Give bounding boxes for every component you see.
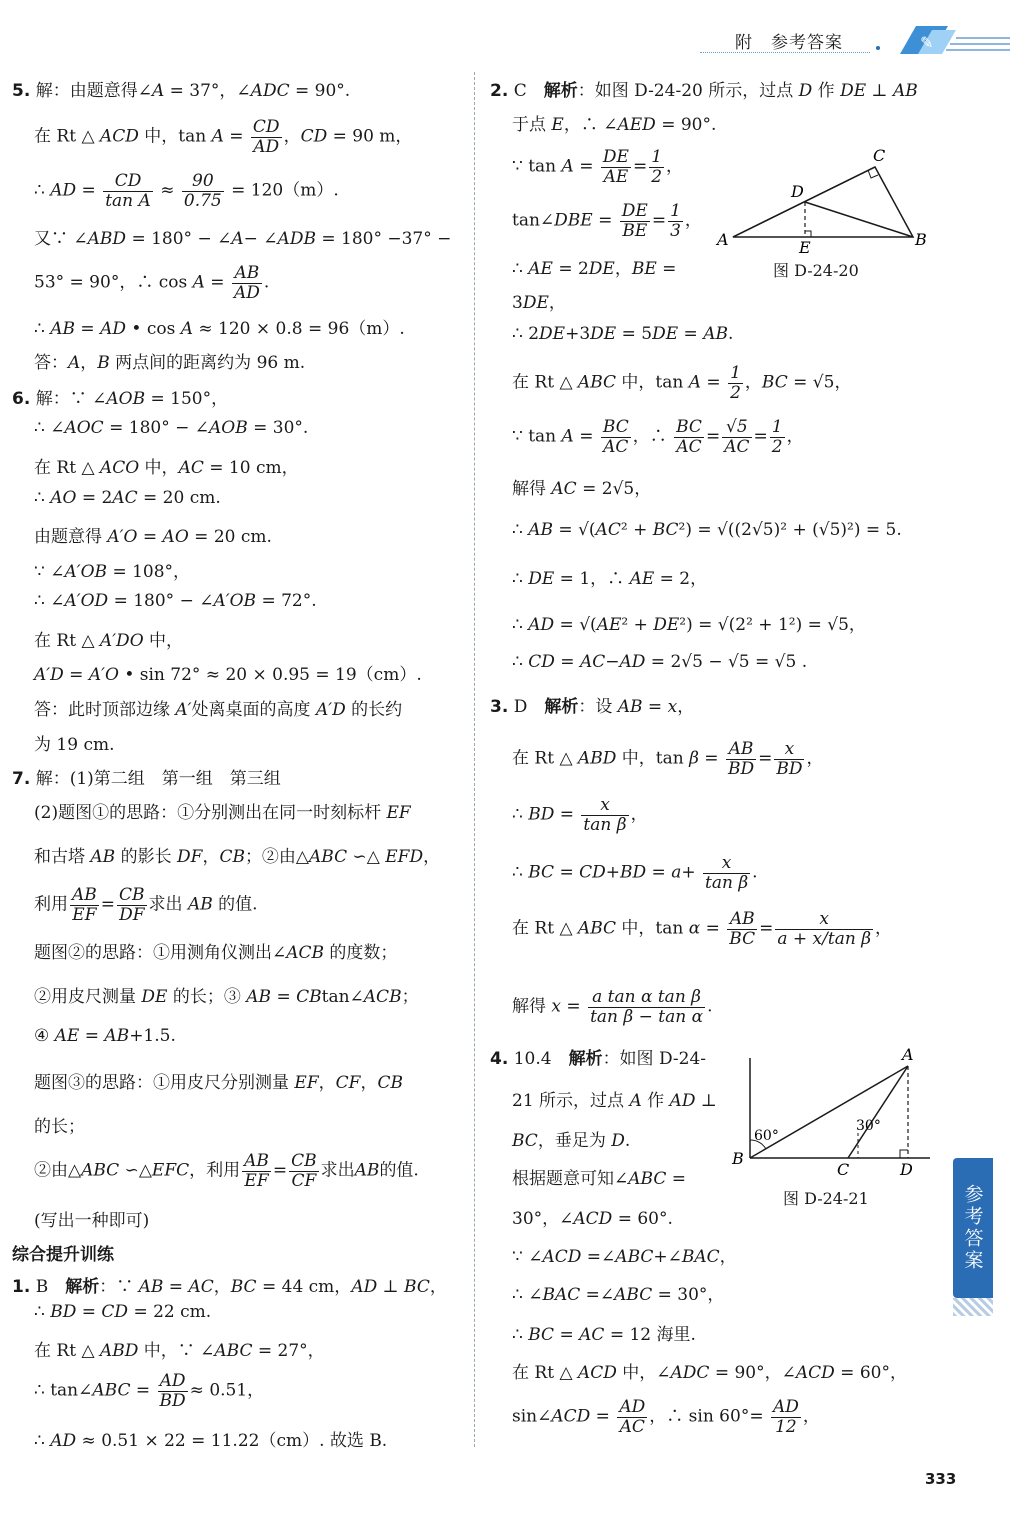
text-line: 解得 x = $\frac{\text{a tan α tan β}}{\text{tan β − tan α}}$ . — [512, 987, 713, 1027]
text-line: 1. B 解析：∵ AB = AC，BC = 44 cm，AD ⊥ BC， — [12, 1277, 447, 1297]
svg-text:✎: ✎ — [920, 33, 934, 52]
label-b: B — [732, 1149, 744, 1168]
text-line: tan∠DBE = $\frac{DE}{BE}$ = $\frac{1}{3}$ ， — [512, 201, 702, 241]
text-line: 答：此时顶部边缘 A′处离桌面的高度 A′D 的长约 — [34, 700, 403, 720]
text-line: A′D = A′O • sin 72° ≈ 20 × 0.95 = 19（cm）. — [34, 665, 422, 685]
text-line: ∵ ∠ACD =∠ABC+∠BAC， — [512, 1247, 737, 1267]
text-line: 又∵ ∠ABD = 180° − ∠A− ∠ADB = 180° −37° − — [34, 229, 452, 249]
label-a: A — [717, 230, 729, 249]
text-line: 在 Rt △ ABC 中，tan α = $\frac{AB}{BC}$ = $\frac{x}{\text{a + x/tan β}}$ ， — [512, 909, 893, 949]
label-d: D — [900, 1160, 913, 1179]
text-line: 题图③的思路：①用皮尺分别测量 EF，CF，CB — [34, 1073, 403, 1093]
text-line: ②用皮尺测量 DE 的长；③ AB = CBtan∠ACB； — [34, 987, 419, 1007]
side-tab: 参考答案 — [953, 1158, 993, 1298]
text-line: 于点 E，∴ ∠AED = 90°. — [512, 115, 717, 135]
text-line: 53° = 90°，∴ cos A = $\frac{AB}{AD}$ . — [34, 263, 270, 303]
text-line: 3DE， — [512, 293, 566, 313]
text-line: ∵ tan A = $\frac{DE}{AE}$ = $\frac{1}{2}$ ， — [512, 147, 684, 187]
text-line: BC，垂足为 D. — [512, 1131, 631, 1151]
text-line: ∴ 2DE+3DE = 5DE = AB. — [512, 324, 734, 344]
text-line: ∴ ∠AOC = 180° − ∠AOB = 30°. — [34, 418, 309, 438]
text-line: 利用 $\frac{AB}{EF}$ = $\frac{CB}{DF}$ 求出 AB 的值. — [34, 885, 258, 925]
section-title: 综合提升训练 — [12, 1245, 114, 1265]
text-line: ∵ ∠A′OB = 108°， — [34, 562, 191, 582]
text-line: 由题意得 A′O = AO = 20 cm. — [34, 527, 272, 547]
text-line: 在 Rt △ ACD 中，tan A = $\frac{CD}{AD}$ ，CD = 90 m， — [34, 117, 413, 157]
text-line: (写出一种即可) — [34, 1211, 150, 1231]
text-line: 在 Rt △ A′DO 中， — [34, 631, 184, 651]
header-divider — [700, 52, 870, 53]
column-divider — [474, 72, 475, 1447]
page-header — [0, 0, 1016, 60]
text-line: 5. 解：由题意得∠A = 37°，∠ADC = 90°. — [12, 81, 351, 101]
label-60deg: 60° — [754, 1128, 779, 1144]
text-line: ∴ BC = CD+BD = a+ $\frac{x}{\text{tan β}}$ . — [512, 853, 758, 893]
text-line: 3. D 解析：设 AB = x， — [490, 697, 695, 717]
text-line: 30°，∠ACD = 60°. — [512, 1209, 673, 1229]
figure-d-24-21 — [730, 1048, 940, 1183]
text-line: 在 Rt △ ACO 中，AC = 10 cm， — [34, 458, 299, 478]
text-line: 解得 AC = 2√5， — [512, 479, 652, 499]
side-tab-stripe — [953, 1298, 993, 1316]
text-line: 题图②的思路：①用测角仪测出∠ACB 的度数； — [34, 943, 398, 963]
label-c: C — [873, 146, 886, 165]
text-line: 在 Rt △ ABD 中，tan β = $\frac{AB}{BD}$ = $\frac{x}{BD}$ ， — [512, 739, 824, 779]
text-line: 21 所示，过点 A 作 AD ⊥ — [512, 1091, 717, 1111]
header-title: 附 参考答案 — [735, 33, 843, 53]
figure-caption: 图 D-24-21 — [783, 1189, 869, 1208]
label-b: B — [915, 230, 927, 249]
text-line: ∵ tan A = $\frac{BC}{AC}$ ，∴ $\frac{BC}{AC}$ = $\frac{√5}{AC}$ = $\frac{1}{2}$ ， — [512, 417, 804, 457]
label-e: E — [799, 238, 811, 257]
figure-caption: 图 D-24-20 — [773, 261, 859, 280]
text-line: ∴ AD = √(AE² + DE²) = √(2² + 1²) = √5， — [512, 615, 866, 635]
text-line: 6. 解：∵ ∠AOB = 150°， — [12, 389, 229, 409]
text-line: ∴ ∠BAC =∠ABC = 30°， — [512, 1285, 725, 1305]
text-line: 根据题意可知∠ABC = — [512, 1169, 686, 1189]
text-line: ∴ ∠A′OD = 180° − ∠A′OB = 72°. — [34, 591, 317, 611]
text-line: 在 Rt △ ABC 中，tan A = $\frac{1}{2}$ ，BC = √5， — [512, 363, 852, 403]
book-logo-icon — [870, 18, 1010, 60]
text-line: ∴ CD = AC−AD = 2√5 − √5 = √5 . — [512, 652, 808, 672]
label-d: D — [791, 182, 804, 201]
text-line: ②由△ABC ∽△EFC，利用 $\frac{AB}{EF}$ = $\frac{CB}{CF}$ 求出AB的值. — [34, 1151, 419, 1191]
text-line: 2. C 解析：如图 D-24-20 所示，过点 D 作 DE ⊥ AB — [490, 81, 918, 101]
text-line: ∴ BD = CD = 22 cm. — [34, 1302, 212, 1322]
text-line: ∴ BC = AC = 12 海里. — [512, 1325, 696, 1345]
text-line: ∴ AE = 2DE，BE = — [512, 259, 677, 279]
page-number: 333 — [925, 1470, 957, 1488]
label-a: A — [902, 1048, 914, 1064]
text-line: ∴ AB = √(AC² + BC²) = √((2√5)² + (√5)²) = 5. — [512, 520, 902, 540]
text-line: 答：A，B 两点间的距离约为 96 m. — [34, 353, 306, 373]
label-30deg: 30° — [856, 1118, 881, 1134]
label-c: C — [837, 1160, 850, 1179]
text-line: ∴ AD = $\frac{CD}{\text{tan A}}$ ≈ $\frac{90}{0.75}$ = 120（m）. — [34, 171, 339, 211]
text-line: sin∠ACD = $\frac{AD}{AC}$ ，∴ sin 60°= $\frac{AD}{12}$ ， — [512, 1397, 820, 1437]
text-line: 为 19 cm. — [34, 735, 115, 755]
text-line: ∴ AO = 2AC = 20 cm. — [34, 488, 221, 508]
text-line: 4. 10.4 解析：如图 D-24- — [490, 1049, 707, 1069]
text-line: 的长； — [34, 1117, 85, 1137]
text-line: 7. 解：(1)第二组 第一组 第三组 — [12, 769, 281, 789]
text-line: ∴ DE = 1，∴ AE = 2， — [512, 569, 708, 589]
text-line: 在 Rt △ ACD 中，∠ADC = 90°，∠ACD = 60°， — [512, 1363, 907, 1383]
text-line: ∴ AB = AD • cos A ≈ 120 × 0.8 = 96（m）. — [34, 319, 405, 339]
text-line: ∴ AD ≈ 0.51 × 22 = 11.22（cm）. 故选 B. — [34, 1431, 388, 1451]
text-line: 在 Rt △ ABD 中，∵ ∠ABC = 27°， — [34, 1341, 325, 1361]
text-line: ∴ tan∠ABC = $\frac{AD}{BD}$ ≈ 0.51， — [34, 1371, 265, 1411]
text-line: ∴ BD = $\frac{x}{\text{tan β}}$ ， — [512, 795, 648, 835]
text-line: 和古塔 AB 的影长 DF，CB；②由△ABC ∽△ EFD， — [34, 847, 441, 867]
text-line: (2)题图①的思路：①分别测出在同一时刻标杆 EF — [34, 803, 411, 823]
text-line: ④ AE = AB+1.5. — [34, 1026, 176, 1046]
